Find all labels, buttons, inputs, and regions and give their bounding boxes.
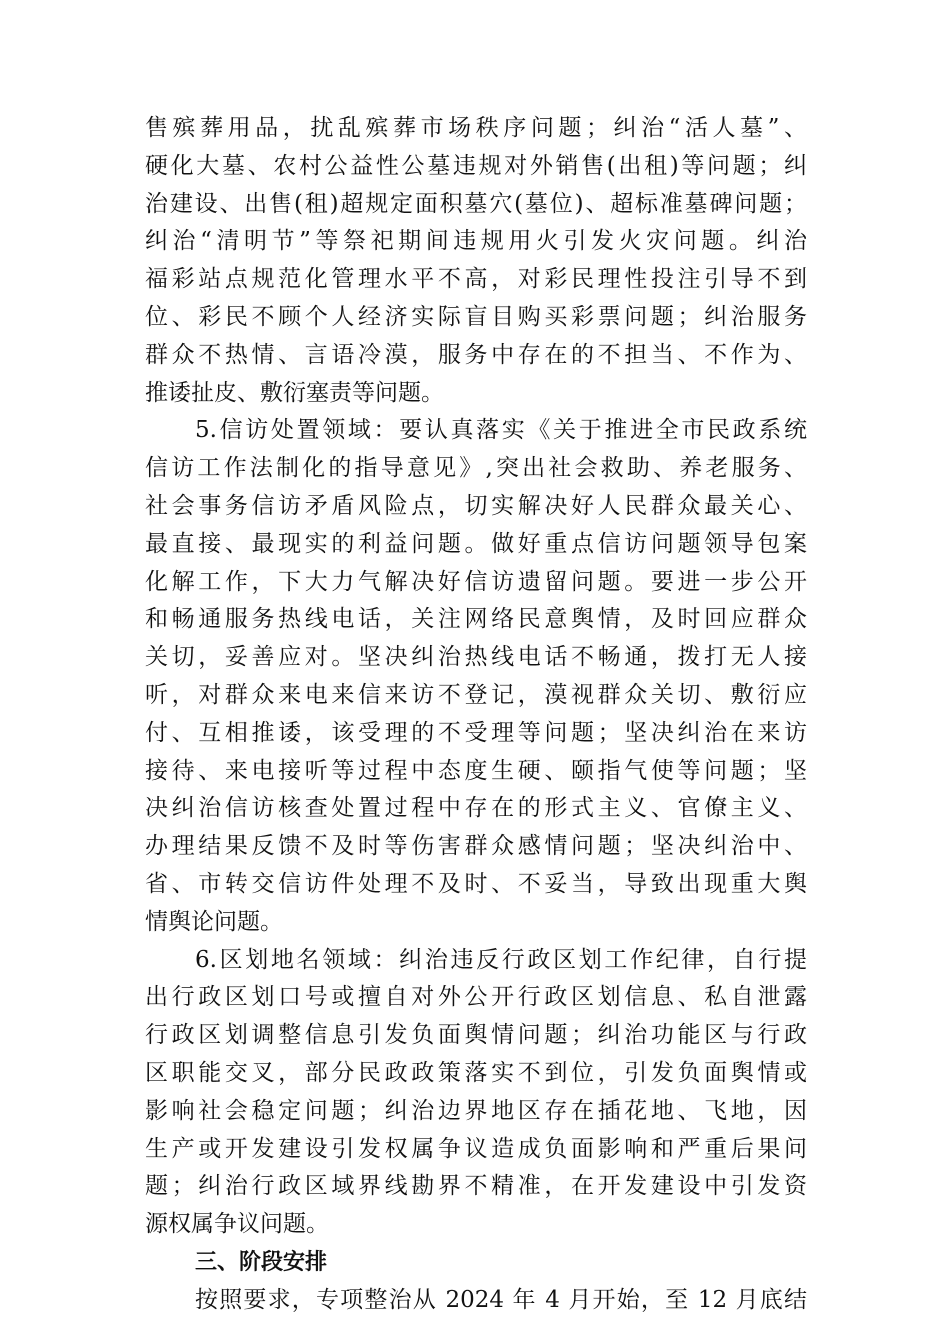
text-line: 行政区划调整信息引发负面舆情问题；纠治功能区与行政 — [145, 1022, 807, 1049]
text-line: 区职能交叉，部分民政政策落实不到位，引发负面舆情或 — [145, 1059, 807, 1086]
text-line: 群众不热情、言语冷漠，服务中存在的不担当、不作为、 — [145, 341, 807, 368]
text-line: 6.区划地名领域：纠治违反行政区划工作纪律，自行提 — [195, 946, 807, 973]
text-line: 省、市转交信访件处理不及时、不妥当，导致出现重大舆 — [145, 870, 807, 897]
text-line: 治建设、出售(租)超规定面积墓穴(墓位)、超标准墓碑问题； — [145, 190, 807, 217]
text-line: 推诿扯皮、敷衍塞责等问题。 — [145, 379, 444, 406]
text-line: 影响社会稳定问题；纠治边界地区存在插花地、飞地，因 — [145, 1097, 807, 1124]
text-line: 办理结果反馈不及时等伤害群众感情问题；坚决纠治中、 — [145, 833, 807, 860]
text-line: 决纠治信访核查处置过程中存在的形式主义、官僚主义、 — [145, 795, 807, 822]
text-line: 出行政区划口号或擅自对外公开行政区划信息、私自泄露 — [145, 984, 807, 1011]
text-line: 源权属争议问题。 — [145, 1211, 329, 1238]
text-line: 生产或开发建设引发权属争议造成负面影响和严重后果问 — [145, 1135, 807, 1162]
paragraph-funeral-lottery — [145, 110, 807, 412]
text-line: 情舆论问题。 — [145, 908, 283, 935]
text-line: 题；纠治行政区域界线勘界不精准，在开发建设中引发资 — [145, 1173, 807, 1200]
document-page — [145, 110, 807, 1320]
section-heading: 三、阶段安排 — [195, 1249, 328, 1275]
text-line: 社会事务信访矛盾风险点，切实解决好人民群众最关心、 — [145, 492, 807, 519]
text-line: 硬化大墓、农村公益性公墓违规对外销售(出租)等问题；纠 — [145, 152, 807, 179]
text-line: 最直接、最现实的利益问题。做好重点信访问题领导包案 — [145, 530, 807, 557]
text-line: 纠治“清明节”等祭祀期间违规用火引发火灾问题。纠治 — [145, 228, 807, 255]
text-line: 付、互相推诿，该受理的不受理等问题；坚决纠治在来访 — [145, 719, 807, 746]
text-line: 位、彩民不顾个人经济实际盲目购买彩票问题；纠治服务 — [145, 303, 807, 330]
text-line: 5.信访处置领域：要认真落实《关于推进全市民政系统 — [195, 417, 807, 444]
paragraph-petition-handling — [145, 412, 807, 941]
text-line: 听，对群众来电来信来访不登记，漠视群众关切、敷衍应 — [145, 681, 807, 708]
text-line: 按照要求，专项整治从 2024 年 4 月开始，至 12 月底结 — [195, 1286, 807, 1313]
text-line: 化解工作，下大力气解决好信访遗留问题。要进一步公开 — [145, 568, 807, 595]
paragraph-administrative-division — [145, 942, 807, 1244]
text-line: 售殡葬用品，扰乱殡葬市场秩序问题；纠治“活人墓”、 — [145, 115, 807, 141]
text-line: 和畅通服务热线电话，关注网络民意舆情，及时回应群众 — [145, 606, 807, 633]
text-line: 接待、来电接听等过程中态度生硬、颐指气使等问题；坚 — [145, 757, 807, 784]
paragraph-schedule — [145, 1282, 807, 1320]
text-line: 信访工作法制化的指导意见》,突出社会救助、养老服务、 — [145, 455, 807, 482]
text-line: 福彩站点规范化管理水平不高，对彩民理性投注引导不到 — [145, 266, 807, 293]
text-line: 关切，妥善应对。坚决纠治热线电话不畅通，拨打无人接 — [145, 644, 807, 671]
section-heading-phases — [145, 1244, 807, 1282]
